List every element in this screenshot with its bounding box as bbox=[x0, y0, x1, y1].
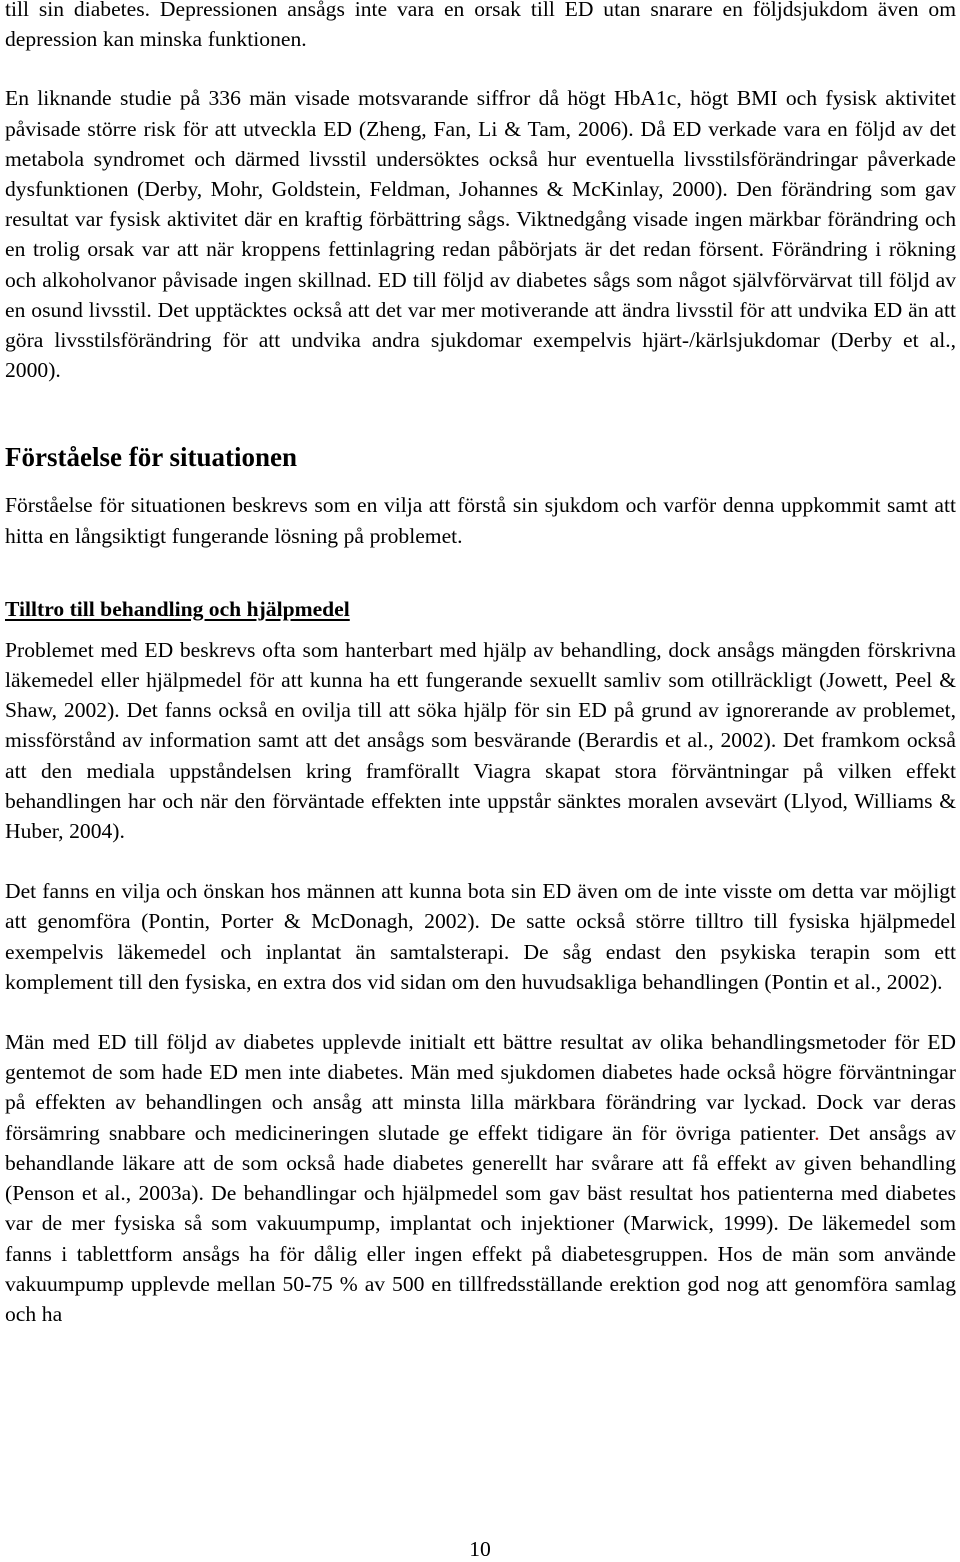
paragraph-problemet: Problemet med ED beskrevs ofta som hanterbart med hjälp av behandling, dock ansågs mängden förskrivna läkemedel eller hjälpmedel för att kunna ha ett fungerande sexuellt samliv som otillräckligt (Jowett, Peel & Shaw, 2002). Det fanns också en ovilja till att söka hjälp för sin ED på grund av ignorerande av problemet, missförstånd av information samt att det ansågs som besvärande (Berardis et al., 2002). Det framkom också att den mediala uppståndelsen kring framförallt Viagra skapat stora förväntningar på vilken effekt behandlingen har och när den förväntade effekten inte uppstår sänktes moralen avsevärt (Llyod, Williams & Huber, 2004). bbox=[5, 637, 956, 844]
document-page bbox=[5, 0, 956, 1329]
paragraph-forstaelse: Förståelse för situationen beskrevs som en vilja att förstå sin sjukdom och varför denna uppkommit samt att hitta en långsiktigt fungerande lösning på problemet. bbox=[5, 493, 956, 548]
paragraph-depression: till sin diabetes. Depressionen ansågs inte vara en orsak till ED utan snarare en följdsjukdom även om depression kan minska funktionen. bbox=[5, 0, 956, 52]
heading-tilltro: Tilltro till behandling och hjälpmedel bbox=[5, 596, 350, 621]
paragraph-man-text-1: Män med ED till följd av diabetes upplevde initialt ett bättre resultat av olika behandlingsmetoder för ED gentemot de som hade ED men inte diabetes. Män med sjukdomen diabetes hade också högre förväntningar på effekten av behandlingen och ansåg att minsta lilla märkbara förändring var lyckad. Dock var deras försämring snabbare och medicineringen slutade ge effekt tidigare än för övriga patienter bbox=[5, 1030, 956, 1145]
paragraph-man-diabetes bbox=[5, 1027, 956, 1329]
page-number: 10 bbox=[469, 1537, 491, 1561]
paragraph-man-text-2: Det ansågs av behandlande läkare att de som också hade diabetes generellt har svårare att få effekt av given behandling (Penson et al., 2003a). De behandlingar och hjälpmedel som gav bäst resultat hos patienterna med diabetes var de mer fysiska så som vakuumpump, implantat och injektioner (Marwick, 1999). De läkemedel som fanns i tablettform ansågs ha för dålig eller ingen effekt på diabetesgruppen. Hos de män som använde vakuumpump upplevde mellan 50-75 % av 500 en tillfredsställande erektion god nog att genomföra samlag och ha bbox=[5, 1120, 956, 1326]
red-period-mark: . bbox=[814, 1120, 820, 1145]
paragraph-vilja: Det fanns en vilja och önskan hos männen att kunna bota sin ED även om de inte visste om detta var möjligt att genomföra (Pontin, Porter & McDonagh, 2002). De satte också större tilltro till fysiska hjälpmedel exempelvis läkemedel och inplantat än samtalsterapi. De såg endast den psykiska terapin som ett komplement till den fysiska, en extra dos vid sidan om den huvudsakliga behandlingen (Pontin et al., 2002). bbox=[5, 879, 956, 994]
heading-forstaelse: Förståelse för situationen bbox=[5, 442, 297, 473]
paragraph-zheng-study: En liknande studie på 336 män visade motsvarande siffror då högt HbA1c, högt BMI och fysisk aktivitet påvisade större risk för att utveckla ED (Zheng, Fan, Li & Tam, 2006). Då ED verkade vara en följd av det metabola syndromet och därmed livsstil undersöktes också hur eventuella livsstilsförändringar påverkade dysfunktionen (Derby, Mohr, Goldstein, Feldman, Johannes & McKinlay, 2000). Den förändring som gav resultat var fysisk aktivitet där en kraftig förbättring sågs. Viktnedgång visade ingen märkbar förändring och en trolig orsak var att när kroppens fettinlagring redan påbörjats är det redan försent. Förändring i rökning och alkoholvanor påvisade ingen skillnad. ED till följd av diabetes sågs som något självförvärvat till följd av en osund livsstil. Det upptäcktes också att det var mer motiverande att ändra livsstil för att undvika ED än att göra livsstilsförändring för att undvika andra sjukdomar exempelvis hjärt-/kärlsjukdomar (Derby et al., 2000). bbox=[5, 86, 956, 383]
